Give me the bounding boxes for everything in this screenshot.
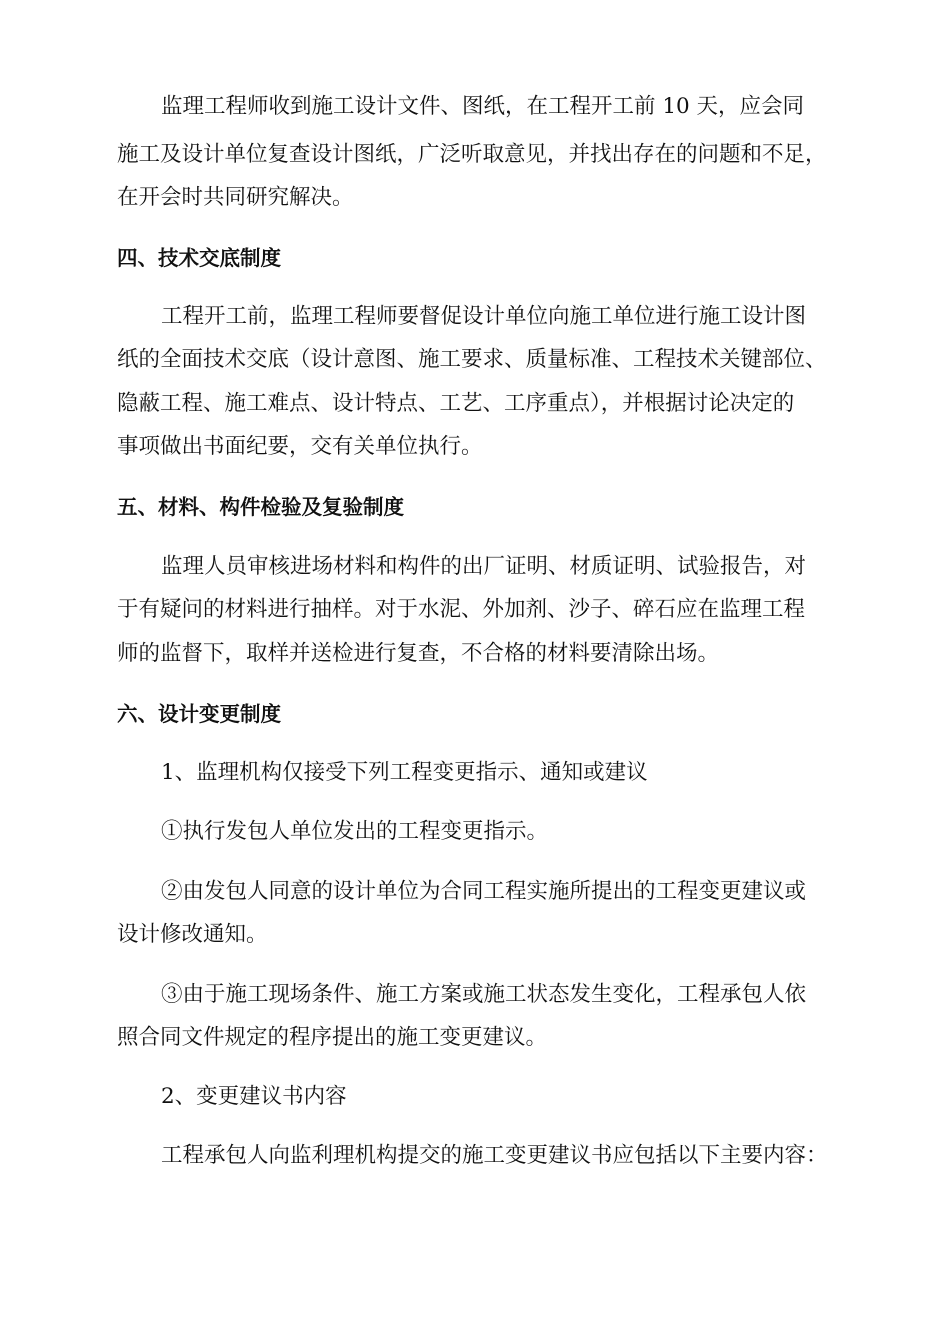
section-heading-4: 四、技术交底制度: [117, 246, 281, 270]
paragraph-line: 事项做出书面纪要，交有关单位执行。: [117, 434, 483, 459]
paragraph-line: 在开会时共同研究解决。: [117, 185, 354, 210]
list-item-continuation: 照合同文件规定的程序提出的施工变更建议。: [117, 1025, 548, 1050]
list-item: 2、变更建议书内容: [161, 1084, 347, 1109]
paragraph-line: 于有疑问的材料进行抽样。对于水泥、外加剂、沙子、碎石应在监理工程: [117, 597, 806, 622]
list-item: ②由发包人同意的设计单位为合同工程实施所提出的工程变更建议或: [161, 879, 807, 904]
paragraph-line: 工程开工前，监理工程师要督促设计单位向施工单位进行施工设计图: [161, 304, 807, 329]
paragraph-line: 监理人员审核进场材料和构件的出厂证明、材质证明、试验报告，对: [161, 554, 807, 579]
section-heading-6: 六、设计变更制度: [117, 702, 281, 726]
paragraph-line: 师的监督下，取样并送检进行复查，不合格的材料要清除出场。: [117, 641, 720, 666]
paragraph-line: 施工及设计单位复查设计图纸，广泛听取意见，并找出存在的问题和不足，: [117, 142, 827, 167]
paragraph-line: 监理工程师收到施工设计文件、图纸，在工程开工前 10 天，应会同: [161, 94, 805, 119]
list-item: 1、监理机构仅接受下列工程变更指示、通知或建议: [161, 760, 648, 785]
paragraph-line: 工程承包人向监利理机构提交的施工变更建议书应包括以下主要内容：: [161, 1143, 828, 1168]
paragraph-line: 隐蔽工程、施工难点、设计特点、工艺、工序重点），并根据讨论决定的: [117, 391, 795, 416]
list-item: ③由于施工现场条件、施工方案或施工状态发生变化，工程承包人依: [161, 982, 807, 1007]
paragraph-line: 纸的全面技术交底（设计意图、施工要求、质量标准、工程技术关键部位、: [117, 347, 827, 372]
list-item: ①执行发包人单位发出的工程变更指示。: [161, 819, 549, 844]
list-item-continuation: 设计修改通知。: [117, 922, 268, 947]
section-heading-5: 五、材料、构件检验及复验制度: [117, 495, 404, 519]
